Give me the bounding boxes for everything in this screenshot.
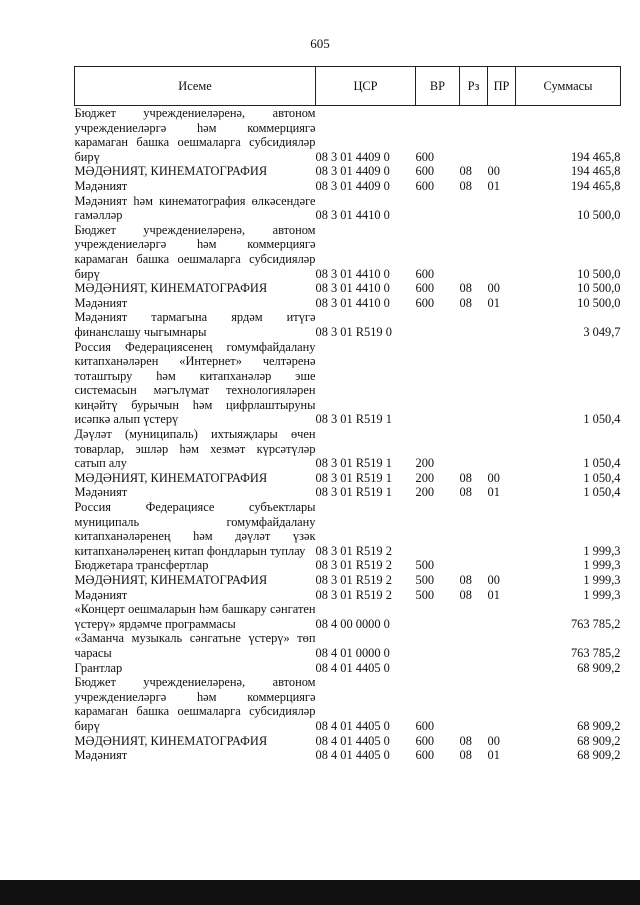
row-name: Мәдәният һәм кинематография өлкәсендәге гамәлләр	[74, 193, 316, 223]
row-name: Бюджет учреждениеләренә, автоном учреждениеләргә һәм коммерциягә карамаган башка оешмаларга субсидияләр бирү	[74, 222, 316, 281]
table-row	[75, 427, 621, 471]
row-vr: 600	[415, 149, 435, 164]
row-pr	[488, 661, 516, 676]
row-rz	[460, 500, 488, 558]
row-rz	[460, 602, 488, 631]
row-pr	[488, 340, 516, 428]
row-vr: 500	[415, 587, 435, 602]
row-name: Бюджет учреждениеләренә, автоном учреждениеләргә һәм коммерциягә карамаган башка оешмаларга субсидияләр бирү	[74, 106, 316, 164]
row-sum: 1 050,4	[583, 456, 621, 471]
row-vr: 600	[415, 718, 435, 733]
row-name: Россия Федерациясе субъектлары муниципаль гомумфайдалану китапханәләренең һәм дәүләт үзәк китапханәләренең китап фондларын туплау	[74, 500, 316, 558]
row-sum: 194 465,8	[570, 164, 621, 179]
row-sum: 10 500,0	[577, 295, 621, 310]
row-rz	[460, 223, 488, 281]
row-pr: 00	[487, 733, 500, 748]
row-rz	[460, 194, 488, 223]
row-csr: 08 3 01 4410 0	[315, 266, 390, 281]
row-rz: 08	[459, 485, 472, 500]
row-csr: 08 3 01 R519 1	[315, 485, 392, 500]
row-vr: 600	[415, 748, 435, 763]
row-sum: 1 050,4	[583, 470, 621, 485]
table-row	[75, 194, 621, 223]
row-pr	[488, 106, 516, 165]
row-pr	[488, 194, 516, 223]
row-rz: 08	[459, 295, 472, 310]
row-name: «Заманча музыкаль сәнгатьне үстерү» төп чарасы	[74, 631, 316, 660]
row-rz	[460, 340, 488, 428]
row-sum: 1 050,4	[583, 412, 621, 427]
row-pr	[488, 427, 516, 471]
row-pr	[488, 558, 516, 573]
row-sum: 68 909,2	[577, 748, 621, 763]
row-pr: 01	[487, 178, 500, 193]
table-row	[75, 500, 621, 558]
row-rz: 08	[459, 164, 472, 179]
row-rz: 08	[459, 733, 472, 748]
table-row	[75, 631, 621, 660]
table-row	[75, 471, 621, 486]
row-rz: 08	[459, 748, 472, 763]
table-row	[75, 602, 621, 631]
table-row	[75, 734, 621, 749]
row-sum: 68 909,2	[577, 660, 621, 675]
row-rz	[460, 427, 488, 471]
table-row	[75, 296, 621, 311]
table-row	[75, 340, 621, 428]
row-rz	[460, 310, 488, 339]
row-name: Россия Федерациясенең гомумфайдалану китапханәләрен «Интернет» челтәренә тоташтыру һәм китапханәләр эше системасын мәгълүмат технологияләрен киңәйтү бурычын һәм цифрлаштыруны исәпкә алып үстерү	[74, 339, 316, 427]
row-pr: 01	[487, 295, 500, 310]
row-name: Мәдәният	[74, 295, 128, 310]
table-row	[75, 164, 621, 179]
row-csr: 08 3 01 4410 0	[315, 208, 390, 223]
row-vr: 500	[415, 573, 435, 587]
row-csr: 08 3 01 4409 0	[315, 164, 390, 179]
row-name: Мәдәният	[74, 587, 128, 602]
row-name: Дәүләт (муниципаль) ихтыяҗлары өчен товарлар, эшләр һәм хезмәт күрсәтүләр сатып алу	[74, 427, 316, 471]
table-header-row	[75, 67, 621, 106]
row-vr	[416, 500, 460, 558]
row-csr: 08 3 01 4409 0	[315, 149, 390, 164]
row-csr: 08 4 01 4405 0	[315, 748, 390, 763]
budget-table	[74, 66, 621, 763]
row-name: Мәдәният	[74, 748, 128, 763]
row-rz: 08	[459, 281, 472, 296]
row-pr	[488, 602, 516, 631]
row-vr	[416, 661, 460, 676]
scan-edge-bar	[0, 880, 640, 905]
row-vr	[416, 340, 460, 428]
table-row	[75, 179, 621, 194]
table-row	[75, 485, 621, 500]
table-row	[75, 573, 621, 588]
row-rz	[460, 631, 488, 660]
row-csr: 08 3 01 4410 0	[315, 281, 390, 296]
row-pr	[488, 675, 516, 733]
row-pr: 01	[487, 587, 500, 602]
row-pr: 00	[487, 281, 500, 296]
row-rz	[460, 106, 488, 165]
row-vr: 200	[415, 456, 435, 471]
row-vr: 600	[415, 178, 435, 193]
row-vr: 500	[415, 558, 435, 573]
page-number: 605	[310, 36, 330, 51]
row-vr	[416, 310, 460, 339]
table-row	[75, 310, 621, 339]
column-header-name: Исеме	[75, 67, 316, 106]
column-header-pr: ПР	[488, 67, 516, 106]
row-vr: 600	[415, 164, 435, 179]
row-vr: 600	[415, 281, 435, 296]
row-pr: 00	[487, 164, 500, 179]
row-pr: 01	[487, 748, 500, 763]
row-csr: 08 3 01 R519 2	[315, 543, 392, 558]
row-csr: 08 3 01 R519 1	[315, 470, 392, 485]
row-sum: 3 049,7	[583, 324, 621, 339]
row-csr: 08 3 01 R519 0	[315, 324, 392, 339]
row-sum: 1 999,3	[583, 587, 621, 602]
row-vr: 200	[415, 485, 435, 500]
table-row	[75, 281, 621, 296]
row-vr	[416, 194, 460, 223]
row-sum: 10 500,0	[577, 281, 621, 296]
row-pr	[488, 500, 516, 558]
row-sum: 1 050,4	[583, 485, 621, 500]
row-sum: 68 909,2	[577, 718, 621, 733]
row-sum: 763 785,2	[570, 645, 621, 660]
row-csr: 08 3 01 R519 1	[315, 456, 392, 471]
row-name: Мәдәният	[74, 485, 128, 500]
column-header-vr: ВР	[416, 67, 460, 106]
row-csr: 08 3 01 4410 0	[315, 295, 390, 310]
row-csr: 08 3 01 R519 2	[315, 558, 392, 573]
row-csr: 08 4 01 4405 0	[315, 733, 390, 748]
row-sum: 763 785,2	[570, 616, 621, 631]
row-vr: 200	[415, 470, 435, 485]
row-vr: 600	[415, 733, 435, 748]
row-vr: 600	[415, 295, 435, 310]
row-vr: 600	[415, 266, 435, 281]
row-sum: 1 999,3	[583, 558, 621, 573]
row-rz: 08	[459, 470, 472, 485]
row-pr: 01	[487, 485, 500, 500]
row-name: Мәдәният	[74, 178, 128, 193]
row-sum: 1 999,3	[583, 573, 621, 587]
row-name: МӘДӘНИЯТ, КИНЕМАТОГРАФИЯ	[74, 281, 268, 296]
row-name: МӘДӘНИЯТ, КИНЕМАТОГРАФИЯ	[74, 573, 268, 587]
row-name: Мәдәният тармагына ярдәм итүгә финанслашу чыгымнары	[74, 310, 316, 339]
column-header-sum: Суммасы	[516, 67, 621, 106]
row-pr	[488, 223, 516, 281]
row-pr	[488, 631, 516, 660]
row-sum: 10 500,0	[577, 208, 621, 223]
row-rz: 08	[459, 178, 472, 193]
table-row	[75, 106, 621, 165]
row-csr: 08 4 01 0000 0	[315, 645, 390, 660]
table-row	[75, 661, 621, 676]
row-sum: 194 465,8	[570, 178, 621, 193]
row-pr	[488, 310, 516, 339]
row-name: МӘДӘНИЯТ, КИНЕМАТОГРАФИЯ	[74, 733, 268, 748]
row-sum: 68 909,2	[577, 733, 621, 748]
row-rz: 08	[459, 573, 472, 587]
row-rz	[460, 558, 488, 573]
table-row	[75, 748, 621, 763]
row-rz: 08	[459, 587, 472, 602]
table-row	[75, 675, 621, 733]
row-csr: 08 4 00 0000 0	[315, 616, 390, 631]
row-name: Грантлар	[74, 660, 123, 675]
row-rz	[460, 661, 488, 676]
row-name: Бюджетара трансфертлар	[74, 558, 209, 573]
row-sum: 10 500,0	[577, 266, 621, 281]
row-csr: 08 4 01 4405 0	[315, 718, 390, 733]
column-header-rz: Рз	[460, 67, 488, 106]
row-name: МӘДӘНИЯТ, КИНЕМАТОГРАФИЯ	[74, 164, 268, 179]
row-pr: 00	[487, 470, 500, 485]
row-name: Бюджет учреждениеләренә, автоном учреждениеләргә һәм коммерциягә карамаган башка оешмаларга субсидияләр бирү	[74, 675, 316, 733]
row-csr: 08 3 01 R519 2	[315, 587, 392, 602]
row-csr: 08 3 01 4409 0	[315, 178, 390, 193]
row-name: «Концерт оешмаларын һәм башкару сәнгатен үстерү» ярдәмче программасы	[74, 602, 316, 631]
row-rz	[460, 675, 488, 733]
table-row	[75, 223, 621, 281]
row-csr: 08 3 01 R519 2	[315, 573, 392, 587]
column-header-csr: ЦСР	[316, 67, 416, 106]
row-name: МӘДӘНИЯТ, КИНЕМАТОГРАФИЯ	[74, 470, 268, 485]
row-sum: 1 999,3	[583, 543, 621, 558]
row-vr	[416, 602, 460, 631]
row-csr: 08 3 01 R519 1	[315, 412, 392, 427]
row-vr	[416, 631, 460, 660]
row-pr: 00	[487, 573, 500, 587]
table-row	[75, 588, 621, 603]
row-sum: 194 465,8	[570, 149, 621, 164]
row-csr: 08 4 01 4405 0	[315, 660, 390, 675]
table-row	[75, 558, 621, 573]
